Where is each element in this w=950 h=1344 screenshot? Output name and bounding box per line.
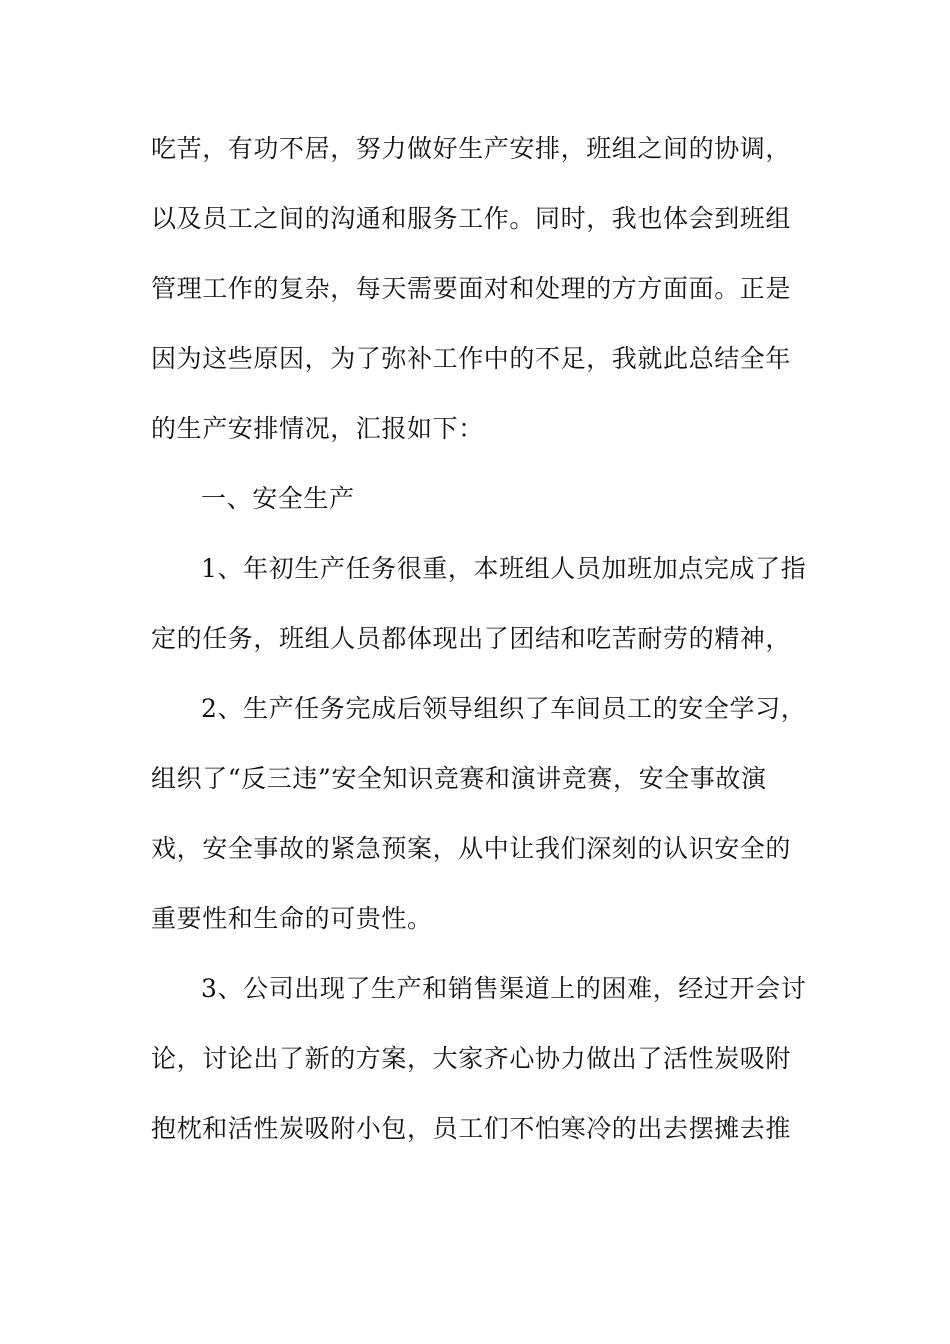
text-line: 管理工作的复杂，每天需要面对和处理的方方面面。正是 (151, 274, 792, 303)
text-line: 3、公司出现了生产和销售渠道上的困难，经过开会讨 (201, 974, 807, 1003)
text-line: 论，讨论出了新的方案，大家齐心协力做出了活性炭吸附 (151, 1044, 792, 1073)
text-line: 戏，安全事故的紧急预案，从中让我们深刻的认识安全的 (151, 834, 792, 863)
document-body (151, 128, 811, 1178)
text-line: 吃苦，有功不居，努力做好生产安排，班组之间的协调， (151, 134, 792, 163)
text-line: 因为这些原因，为了弥补工作中的不足，我就此总结全年 (151, 344, 792, 373)
text-line: 定的任务，班组人员都体现出了团结和吃苦耐劳的精神， (151, 624, 792, 653)
text-line: 重要性和生命的可贵性。 (151, 904, 433, 933)
section-heading: 一、安全生产 (201, 484, 355, 513)
text-line: 1、年初生产任务很重，本班组人员加班加点完成了指 (201, 554, 807, 583)
text-line: 以及员工之间的沟通和服务工作。同时，我也体会到班组 (151, 204, 792, 233)
text-line: 的生产安排情况，汇报如下： (151, 414, 484, 443)
text-line: 抱枕和活性炭吸附小包，员工们不怕寒冷的出去摆摊去推 (151, 1114, 792, 1143)
text-line: 2、生产任务完成后领导组织了车间员工的安全学习， (201, 694, 807, 723)
text-line: 组织了“反三违”安全知识竞赛和演讲竞赛，安全事故演 (151, 764, 767, 793)
